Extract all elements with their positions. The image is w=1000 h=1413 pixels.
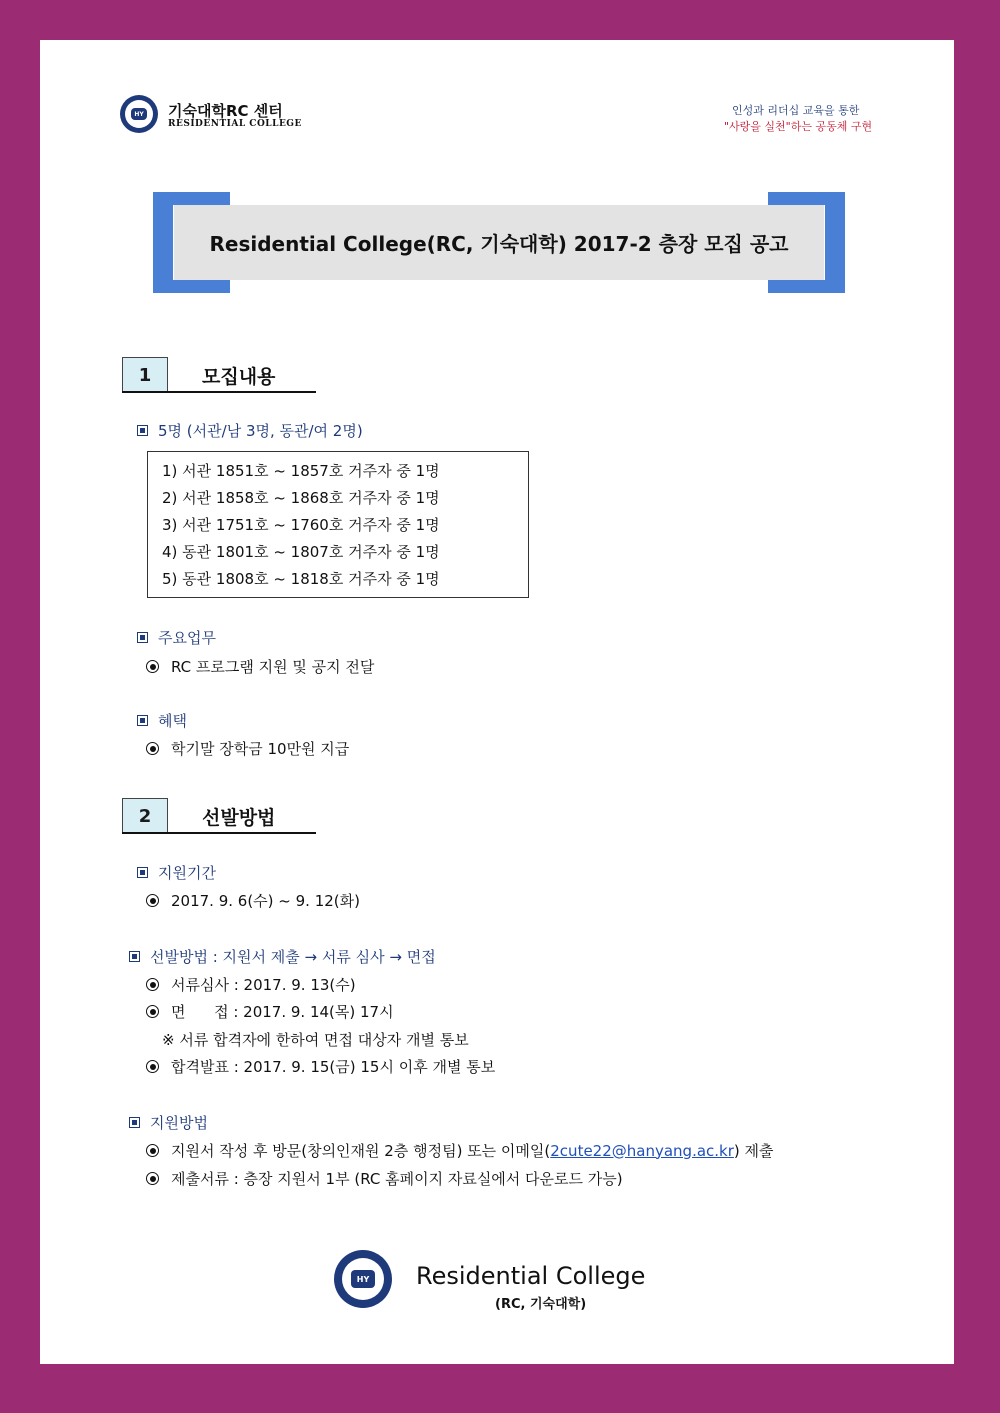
circle-bullet-icon bbox=[146, 660, 159, 673]
recruit-list-item: 1) 서관 1851호 ~ 1857호 거주자 중 1명 bbox=[162, 462, 440, 480]
recruit-list-item: 3) 서관 1751호 ~ 1760호 거주자 중 1명 bbox=[162, 516, 440, 534]
header-slogan-line1: 인성과 리더십 교육을 통한 bbox=[732, 104, 860, 117]
benefit-item bbox=[146, 738, 349, 759]
recruit-list-item: 4) 동관 1801호 ~ 1807호 거주자 중 1명 bbox=[162, 543, 440, 561]
section-1-title: 모집내용 bbox=[202, 366, 276, 388]
benefit-heading-text: 혜택 bbox=[158, 712, 187, 730]
doc-review-text: 서류심사 : 2017. 9. 13(수) bbox=[171, 976, 356, 994]
section-2-underline bbox=[122, 832, 316, 834]
header-logo-english: RESIDENTIAL COLLEGE bbox=[168, 119, 302, 129]
square-bullet-icon bbox=[137, 425, 148, 436]
section-2-number: 2 bbox=[122, 798, 168, 834]
interview-item bbox=[146, 1001, 394, 1022]
square-bullet-icon bbox=[137, 867, 148, 878]
title-bracket-right-top bbox=[768, 192, 845, 205]
period-heading-text: 지원기간 bbox=[158, 864, 216, 882]
footer-subtitle: (RC, 기숙대학) bbox=[495, 1297, 587, 1312]
apply-heading bbox=[129, 1112, 208, 1133]
apply-item-1 bbox=[146, 1140, 774, 1161]
apply-item-1-pre: 지원서 작성 후 방문(창의인재원 2층 행정팀) 또는 이메일( bbox=[171, 1142, 551, 1160]
benefit-heading bbox=[137, 710, 187, 731]
benefit-item-text: 학기말 장학금 10만원 지급 bbox=[171, 740, 350, 758]
duties-item-text: RC 프로그램 지원 및 공지 전달 bbox=[171, 658, 375, 676]
circle-bullet-icon bbox=[146, 1172, 159, 1185]
doc-review-item bbox=[146, 974, 356, 995]
duties-heading bbox=[137, 627, 216, 648]
recruit-list-box bbox=[147, 451, 529, 598]
interview-text: 면 접 : 2017. 9. 14(목) 17시 bbox=[171, 1003, 394, 1021]
announce-text: 합격발표 : 2017. 9. 15(금) 15시 이후 개별 통보 bbox=[171, 1058, 496, 1076]
title-bracket-left-bottom bbox=[153, 280, 230, 293]
section-1-underline bbox=[122, 391, 316, 393]
recruit-count-heading bbox=[137, 420, 363, 441]
university-seal-icon: HY bbox=[120, 95, 158, 133]
title-bracket-right-bottom bbox=[768, 280, 845, 293]
title-bracket-right-vertical bbox=[825, 192, 845, 292]
method-heading-text: 선발방법 : 지원서 제출 → 서류 심사 → 면접 bbox=[150, 948, 436, 966]
header-slogan-line2: "사랑을 실천"하는 공동체 구현 bbox=[724, 120, 873, 133]
section-1-number: 1 bbox=[122, 357, 168, 393]
email-link[interactable]: 2cute22@hanyang.ac.kr bbox=[550, 1141, 734, 1160]
circle-bullet-icon bbox=[146, 742, 159, 755]
period-heading bbox=[137, 862, 216, 883]
title-bracket-left-top bbox=[153, 192, 230, 205]
recruit-list-item: 2) 서관 1858호 ~ 1868호 거주자 중 1명 bbox=[162, 489, 440, 507]
apply-item-2-text: 제출서류 : 층장 지원서 1부 (RC 홈페이지 자료실에서 다운로드 가능) bbox=[171, 1170, 623, 1188]
apply-item-2 bbox=[146, 1168, 623, 1189]
apply-heading-text: 지원방법 bbox=[150, 1114, 208, 1132]
footer-university-seal-icon: HY bbox=[334, 1250, 392, 1308]
duties-heading-text: 주요업무 bbox=[158, 629, 216, 647]
apply-item-1-post: ) 제출 bbox=[733, 1142, 774, 1160]
square-bullet-icon bbox=[137, 715, 148, 726]
footer-name: Residential College bbox=[416, 1262, 646, 1290]
square-bullet-icon bbox=[129, 951, 140, 962]
period-item-text: 2017. 9. 6(수) ~ 9. 12(화) bbox=[171, 892, 360, 910]
square-bullet-icon bbox=[129, 1117, 140, 1128]
announce-item bbox=[146, 1056, 495, 1077]
title-bracket-left-vertical bbox=[153, 192, 173, 292]
circle-bullet-icon bbox=[146, 1005, 159, 1018]
document-page bbox=[40, 40, 954, 1364]
section-2-title: 선발방법 bbox=[202, 807, 276, 829]
circle-bullet-icon bbox=[146, 894, 159, 907]
page-title: Residential College(RC, 기숙대학) 2017-2 층장 모집 공고 bbox=[174, 205, 824, 280]
recruit-list-item: 5) 동관 1808호 ~ 1818호 거주자 중 1명 bbox=[162, 570, 440, 588]
circle-bullet-icon bbox=[146, 1060, 159, 1073]
method-heading bbox=[129, 946, 436, 967]
header-logo-korean: 기숙대학RC 센터 bbox=[168, 102, 283, 120]
circle-bullet-icon bbox=[146, 978, 159, 991]
recruit-count-text: 5명 (서관/남 3명, 동관/여 2명) bbox=[158, 422, 363, 440]
period-item bbox=[146, 890, 360, 911]
interview-note: ※ 서류 합격자에 한하여 면접 대상자 개별 통보 bbox=[162, 1031, 469, 1049]
square-bullet-icon bbox=[137, 632, 148, 643]
duties-item bbox=[146, 656, 374, 677]
circle-bullet-icon bbox=[146, 1144, 159, 1157]
